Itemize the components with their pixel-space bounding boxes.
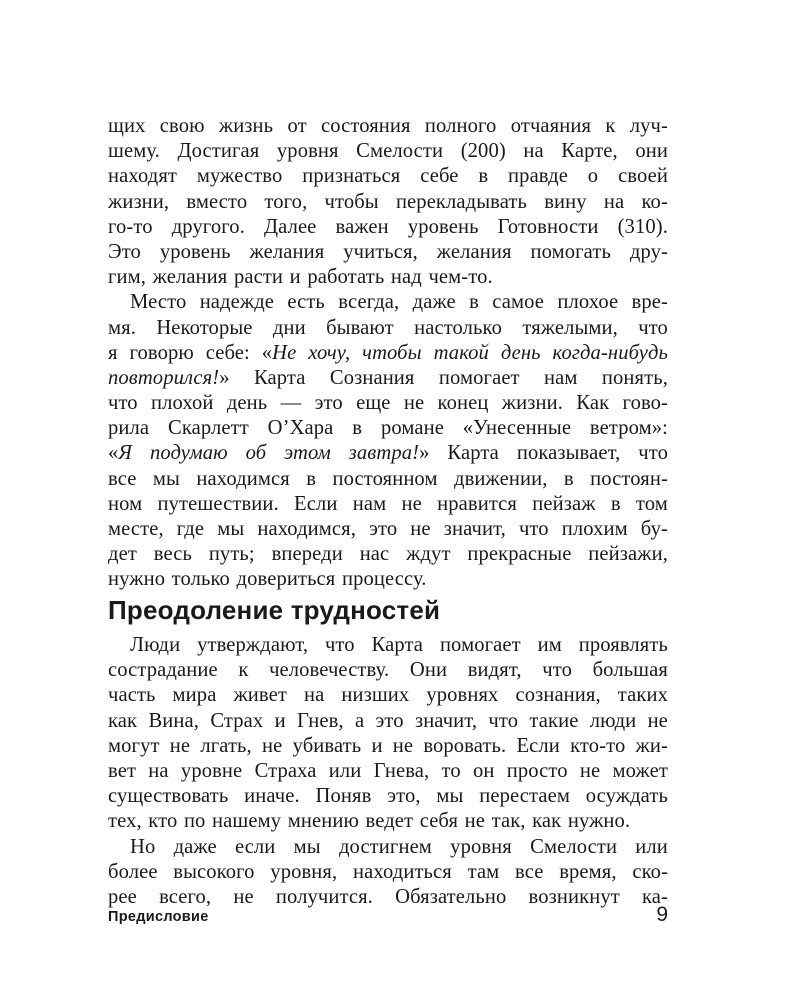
text-line: ном путешествии. Если нам не нравится пейзаж в том (108, 492, 668, 515)
text-line: нужно только довериться процессу. (108, 568, 427, 591)
text-line: сострадание к человечеству. Они видят, что большая (108, 659, 668, 682)
text-line: шему. Достигая уровня Смелости (200) на Карте, они (108, 140, 668, 163)
text-line: Но даже если мы достигнем уровня Смелости или (130, 835, 668, 858)
paragraph (108, 835, 668, 911)
text-line: существовать иначе. Поняв это, мы перестаем осуждать (108, 785, 668, 808)
text-line: рила Скарлетт О’Хара в романе «Унесенные ветром»: (108, 417, 668, 440)
text-line: могут не лгать, не убивать и не воровать. Если кто-то жи- (108, 734, 668, 757)
text-line: месте, где мы находимся, это не значит, что плохим бу- (108, 518, 668, 540)
paragraph (108, 114, 668, 290)
paragraph (108, 633, 668, 835)
text-line: тех, кто по нашему мнению ведет себя не так, как нужно. (108, 810, 631, 833)
text-block-top (108, 114, 668, 593)
text-line: я говорю себе: «Не хочу, чтобы такой день когда-нибудь (108, 341, 668, 364)
text-line: вет на уровне Страха или Гнева, то он просто не может (108, 759, 668, 782)
paragraph (108, 290, 668, 592)
section-heading: Преодоление трудностей (108, 595, 441, 625)
text-line: все мы находимся в постоянном движении, в постоян- (108, 467, 668, 490)
running-footer-title: Предисловие (108, 909, 209, 925)
text-line: повторился!» Карта Сознания помогает нам понять, (108, 366, 668, 389)
text-line: го-то другого. Далее важен уровень Готовности (310). (108, 215, 668, 238)
text-line: мя. Некоторые дни бывают настолько тяжелыми, что (108, 316, 668, 339)
text-block-bottom (108, 633, 668, 910)
text-line: что плохой день — это еще не конец жизни. Как гово- (108, 392, 668, 415)
text-line: как Вина, Страх и Гнев, а это значит, что такие люди не (108, 709, 668, 732)
text-line: жизни, вместо того, чтобы перекладывать вину на ко- (108, 190, 668, 213)
text-line: «Я подумаю об этом завтра!» Карта показывает, что (108, 442, 668, 465)
text-line: гим, желания расти и работать над чем-то. (108, 266, 493, 289)
text-line: находят мужество признаться себе в правде о своей (108, 165, 668, 188)
text-line: Люди утверждают, что Карта помогает им проявлять (130, 634, 668, 656)
text-line: щих свою жизнь от состояния полного отчаяния к луч- (108, 115, 668, 137)
page-number: 9 (656, 903, 668, 926)
text-line: Это уровень желания учиться, желания помогать дру- (108, 240, 668, 263)
text-line: дет весь путь; впереди нас ждут прекрасные пейзажи, (108, 543, 668, 566)
text-line: часть мира живет на низших уровнях сознания, таких (108, 684, 668, 707)
text-line: более высокого уровня, находиться там все время, ско- (108, 860, 668, 883)
text-line: Место надежде есть всегда, даже в самое плохое вре- (130, 291, 668, 314)
text-line: рее всего, не получится. Обязательно возникнут ка- (108, 885, 668, 908)
